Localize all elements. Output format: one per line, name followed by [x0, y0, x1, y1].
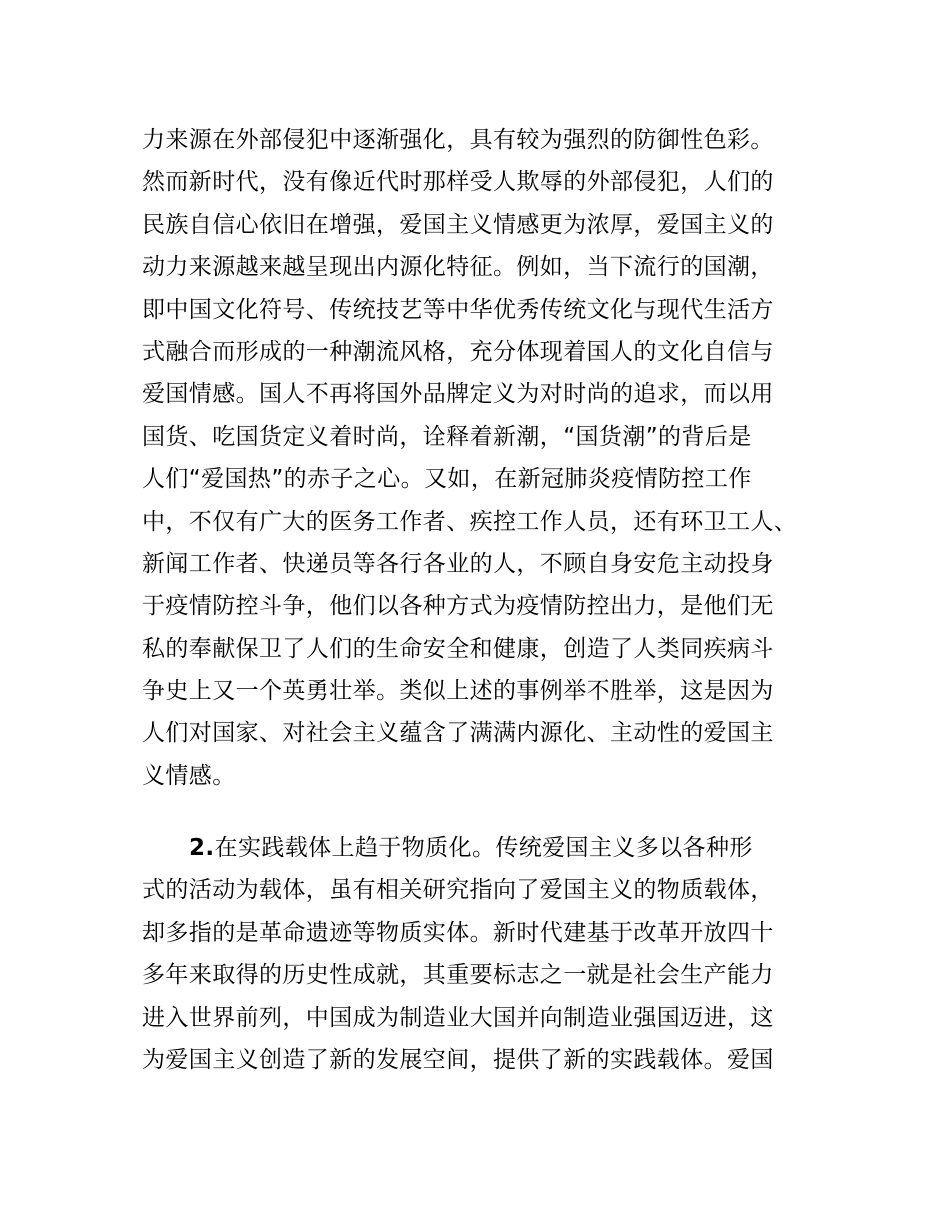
text-line: 式融合而形成的一种潮流风格，充分体现着国人的文化自信与: [142, 338, 774, 365]
text-line: 人们对国家、对社会主义蕴含了满满内源化、主动性的爱国主: [142, 720, 774, 747]
text-line: 多年来取得的历史性成就，其重要标志之一就是社会生产能力: [142, 962, 774, 989]
paragraph-1: [142, 119, 842, 797]
text-line: 争史上又一个英勇壮举。类似上述的事例举不胜举，这是因为: [142, 678, 774, 705]
section-number: 2.: [189, 835, 215, 861]
section-heading-text: 在实践载体上趋于物质化。传统爱国主义多以各种形: [214, 835, 753, 861]
text-line: 却多指的是革命遗迹等物质实体。新时代建基于改革开放四十: [142, 919, 774, 946]
paragraph-2-first-line: [142, 827, 842, 869]
text-line: 力来源在外部侵犯中逐渐强化，具有较为强烈的防御性色彩。: [142, 127, 774, 153]
text-line: 义情感。: [142, 762, 236, 789]
text-line: 然而新时代，没有像近代时那样受人欺辱的外部侵犯，人们的: [142, 169, 774, 196]
paragraph-2: [142, 827, 842, 1081]
text-line: 即中国文化符号、传统技艺等中华优秀传统文化与现代生活方: [142, 296, 774, 323]
text-line: 进入世界前列，中国成为制造业大国并向制造业强国迈进，这: [142, 1004, 774, 1031]
text-line: 中，不仅有广大的医务工作者、疾控工作人员，还有环卫工人、: [142, 508, 798, 535]
text-line: 新闻工作者、快递员等各行各业的人，不顾自身安危主动投身: [142, 550, 774, 577]
text-line: 于疫情防控斗争，他们以各种方式为疫情防控出力，是他们无: [142, 593, 774, 620]
text-line: 动力来源越来越呈现出内源化特征。例如，当下流行的国潮，: [142, 254, 774, 281]
text-line: 人们“爱国热”的赤子之心。又如，在新冠肺炎疫情防控工作: [142, 466, 752, 493]
text-line: 式的活动为载体，虽有相关研究指向了爱国主义的物质载体，: [142, 877, 774, 904]
text-line: 爱国情感。国人不再将国外品牌定义为对时尚的追求，而以用: [142, 381, 774, 408]
text-line: 私的奉献保卫了人们的生命安全和健康，创造了人类同疾病斗: [142, 635, 774, 662]
text-line: 为爱国主义创造了新的发展空间，提供了新的实践载体。爱国: [142, 1046, 774, 1073]
text-line: 国货、吃国货定义着时尚，诠释着新潮，“国货潮”的背后是: [142, 423, 752, 450]
text-line: 民族自信心依旧在增强，爱国主义情感更为浓厚，爱国主义的: [142, 211, 774, 238]
